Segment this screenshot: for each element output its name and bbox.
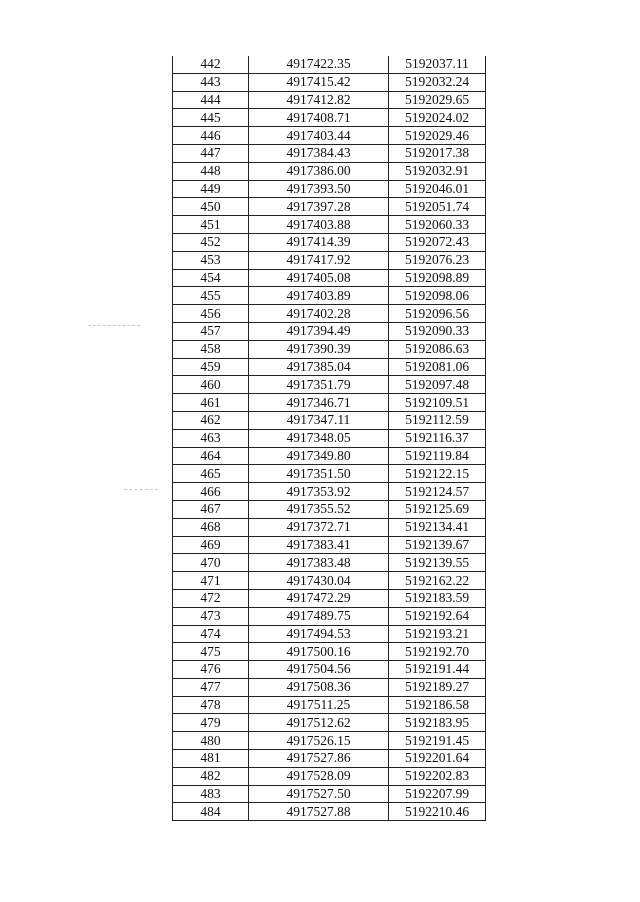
point-number-cell: 470	[173, 554, 249, 572]
point-number-cell: 464	[173, 447, 249, 465]
table-row	[173, 233, 486, 251]
point-number-cell: 473	[173, 607, 249, 625]
y-coordinate-cell: 5192191.44	[389, 661, 486, 679]
x-coordinate-cell: 4917494.53	[249, 625, 389, 643]
y-coordinate-cell: 5192029.65	[389, 91, 486, 109]
y-coordinate-cell: 5192116.37	[389, 429, 486, 447]
x-coordinate-cell: 4917347.11	[249, 411, 389, 429]
point-number-cell: 466	[173, 483, 249, 501]
x-coordinate-cell: 4917527.50	[249, 785, 389, 803]
table-row	[173, 340, 486, 358]
point-number-cell: 476	[173, 661, 249, 679]
x-coordinate-cell: 4917348.05	[249, 429, 389, 447]
y-coordinate-cell: 5192119.84	[389, 447, 486, 465]
x-coordinate-cell: 4917527.88	[249, 803, 389, 821]
y-coordinate-cell: 5192192.64	[389, 607, 486, 625]
table-row	[173, 589, 486, 607]
point-number-cell: 452	[173, 233, 249, 251]
y-coordinate-cell: 5192193.21	[389, 625, 486, 643]
point-number-cell: 469	[173, 536, 249, 554]
point-number-cell: 474	[173, 625, 249, 643]
y-coordinate-cell: 5192029.46	[389, 127, 486, 145]
y-coordinate-cell: 5192112.59	[389, 411, 486, 429]
point-number-cell: 479	[173, 714, 249, 732]
x-coordinate-cell: 4917422.35	[249, 56, 389, 73]
y-coordinate-cell: 5192097.48	[389, 376, 486, 394]
point-number-cell: 451	[173, 216, 249, 234]
y-coordinate-cell: 5192098.06	[389, 287, 486, 305]
y-coordinate-cell: 5192072.43	[389, 233, 486, 251]
y-coordinate-cell: 5192210.46	[389, 803, 486, 821]
y-coordinate-cell: 5192191.45	[389, 732, 486, 750]
point-number-cell: 478	[173, 696, 249, 714]
x-coordinate-cell: 4917386.00	[249, 162, 389, 180]
point-number-cell: 460	[173, 376, 249, 394]
point-number-cell: 461	[173, 394, 249, 412]
table-row	[173, 429, 486, 447]
point-number-cell: 463	[173, 429, 249, 447]
point-number-cell: 456	[173, 305, 249, 323]
x-coordinate-cell: 4917372.71	[249, 518, 389, 536]
table-row	[173, 287, 486, 305]
point-number-cell: 457	[173, 322, 249, 340]
table-row	[173, 180, 486, 198]
x-coordinate-cell: 4917417.92	[249, 251, 389, 269]
x-coordinate-cell: 4917528.09	[249, 767, 389, 785]
x-coordinate-cell: 4917390.39	[249, 340, 389, 358]
x-coordinate-cell: 4917385.04	[249, 358, 389, 376]
table-row	[173, 625, 486, 643]
x-coordinate-cell: 4917355.52	[249, 500, 389, 518]
x-coordinate-cell: 4917403.89	[249, 287, 389, 305]
x-coordinate-cell: 4917351.79	[249, 376, 389, 394]
x-coordinate-cell: 4917384.43	[249, 144, 389, 162]
point-number-cell: 483	[173, 785, 249, 803]
x-coordinate-cell: 4917353.92	[249, 483, 389, 501]
point-number-cell: 444	[173, 91, 249, 109]
y-coordinate-cell: 5192090.33	[389, 322, 486, 340]
point-number-cell: 475	[173, 643, 249, 661]
point-number-cell: 484	[173, 803, 249, 821]
table-row	[173, 394, 486, 412]
y-coordinate-cell: 5192134.41	[389, 518, 486, 536]
x-coordinate-cell: 4917527.86	[249, 750, 389, 768]
y-coordinate-cell: 5192017.38	[389, 144, 486, 162]
y-coordinate-cell: 5192139.67	[389, 536, 486, 554]
point-number-cell: 447	[173, 144, 249, 162]
y-coordinate-cell: 5192124.57	[389, 483, 486, 501]
table-row	[173, 518, 486, 536]
point-number-cell: 471	[173, 572, 249, 590]
table-row	[173, 447, 486, 465]
table-row	[173, 785, 486, 803]
y-coordinate-cell: 5192139.55	[389, 554, 486, 572]
table-row	[173, 216, 486, 234]
table-row	[173, 465, 486, 483]
table-row	[173, 661, 486, 679]
table-row	[173, 767, 486, 785]
x-coordinate-cell: 4917405.08	[249, 269, 389, 287]
point-number-cell: 449	[173, 180, 249, 198]
x-coordinate-cell: 4917349.80	[249, 447, 389, 465]
x-coordinate-cell: 4917415.42	[249, 73, 389, 91]
y-coordinate-cell: 5192192.70	[389, 643, 486, 661]
point-number-cell: 482	[173, 767, 249, 785]
point-number-cell: 467	[173, 500, 249, 518]
table-row	[173, 732, 486, 750]
coordinates-table	[172, 56, 486, 821]
point-number-cell: 458	[173, 340, 249, 358]
table-row	[173, 483, 486, 501]
table-row	[173, 554, 486, 572]
y-coordinate-cell: 5192086.63	[389, 340, 486, 358]
point-number-cell: 448	[173, 162, 249, 180]
point-number-cell: 446	[173, 127, 249, 145]
table-row	[173, 607, 486, 625]
table-row	[173, 358, 486, 376]
table-row	[173, 269, 486, 287]
y-coordinate-cell: 5192032.24	[389, 73, 486, 91]
y-coordinate-cell: 5192183.95	[389, 714, 486, 732]
table-row	[173, 198, 486, 216]
table-row	[173, 714, 486, 732]
table-row	[173, 643, 486, 661]
x-coordinate-cell: 4917408.71	[249, 109, 389, 127]
y-coordinate-cell: 5192207.99	[389, 785, 486, 803]
scan-artifact-line	[124, 489, 158, 490]
x-coordinate-cell: 4917403.44	[249, 127, 389, 145]
y-coordinate-cell: 5192096.56	[389, 305, 486, 323]
x-coordinate-cell: 4917504.56	[249, 661, 389, 679]
point-number-cell: 459	[173, 358, 249, 376]
y-coordinate-cell: 5192189.27	[389, 678, 486, 696]
x-coordinate-cell: 4917500.16	[249, 643, 389, 661]
y-coordinate-cell: 5192046.01	[389, 180, 486, 198]
x-coordinate-cell: 4917508.36	[249, 678, 389, 696]
table-row	[173, 803, 486, 821]
point-number-cell: 480	[173, 732, 249, 750]
x-coordinate-cell: 4917383.41	[249, 536, 389, 554]
point-number-cell: 445	[173, 109, 249, 127]
point-number-cell: 443	[173, 73, 249, 91]
y-coordinate-cell: 5192125.69	[389, 500, 486, 518]
table-row	[173, 678, 486, 696]
y-coordinate-cell: 5192051.74	[389, 198, 486, 216]
table-row	[173, 536, 486, 554]
table-row	[173, 322, 486, 340]
table-row	[173, 376, 486, 394]
table-row	[173, 73, 486, 91]
point-number-cell: 453	[173, 251, 249, 269]
table-row	[173, 572, 486, 590]
y-coordinate-cell: 5192122.15	[389, 465, 486, 483]
y-coordinate-cell: 5192202.83	[389, 767, 486, 785]
y-coordinate-cell: 5192109.51	[389, 394, 486, 412]
table-row	[173, 500, 486, 518]
y-coordinate-cell: 5192183.59	[389, 589, 486, 607]
point-number-cell: 442	[173, 56, 249, 73]
x-coordinate-cell: 4917393.50	[249, 180, 389, 198]
coordinates-table-body	[173, 56, 486, 821]
y-coordinate-cell: 5192060.33	[389, 216, 486, 234]
y-coordinate-cell: 5192201.64	[389, 750, 486, 768]
y-coordinate-cell: 5192032.91	[389, 162, 486, 180]
point-number-cell: 455	[173, 287, 249, 305]
table-row	[173, 109, 486, 127]
x-coordinate-cell: 4917430.04	[249, 572, 389, 590]
table-row	[173, 144, 486, 162]
x-coordinate-cell: 4917412.82	[249, 91, 389, 109]
x-coordinate-cell: 4917511.25	[249, 696, 389, 714]
point-number-cell: 462	[173, 411, 249, 429]
table-row	[173, 127, 486, 145]
x-coordinate-cell: 4917489.75	[249, 607, 389, 625]
table-row	[173, 305, 486, 323]
point-number-cell: 468	[173, 518, 249, 536]
x-coordinate-cell: 4917403.88	[249, 216, 389, 234]
scan-artifact-line	[88, 325, 140, 326]
x-coordinate-cell: 4917346.71	[249, 394, 389, 412]
x-coordinate-cell: 4917512.62	[249, 714, 389, 732]
x-coordinate-cell: 4917394.49	[249, 322, 389, 340]
x-coordinate-cell: 4917397.28	[249, 198, 389, 216]
y-coordinate-cell: 5192076.23	[389, 251, 486, 269]
y-coordinate-cell: 5192162.22	[389, 572, 486, 590]
point-number-cell: 472	[173, 589, 249, 607]
x-coordinate-cell: 4917402.28	[249, 305, 389, 323]
table-row	[173, 91, 486, 109]
y-coordinate-cell: 5192024.02	[389, 109, 486, 127]
point-number-cell: 477	[173, 678, 249, 696]
table-row	[173, 696, 486, 714]
table-row	[173, 411, 486, 429]
x-coordinate-cell: 4917414.39	[249, 233, 389, 251]
x-coordinate-cell: 4917383.48	[249, 554, 389, 572]
table-row	[173, 56, 486, 73]
x-coordinate-cell: 4917526.15	[249, 732, 389, 750]
point-number-cell: 481	[173, 750, 249, 768]
table-row	[173, 750, 486, 768]
point-number-cell: 454	[173, 269, 249, 287]
point-number-cell: 450	[173, 198, 249, 216]
y-coordinate-cell: 5192081.06	[389, 358, 486, 376]
y-coordinate-cell: 5192037.11	[389, 56, 486, 73]
table-row	[173, 162, 486, 180]
x-coordinate-cell: 4917472.29	[249, 589, 389, 607]
y-coordinate-cell: 5192098.89	[389, 269, 486, 287]
point-number-cell: 465	[173, 465, 249, 483]
x-coordinate-cell: 4917351.50	[249, 465, 389, 483]
y-coordinate-cell: 5192186.58	[389, 696, 486, 714]
table-row	[173, 251, 486, 269]
